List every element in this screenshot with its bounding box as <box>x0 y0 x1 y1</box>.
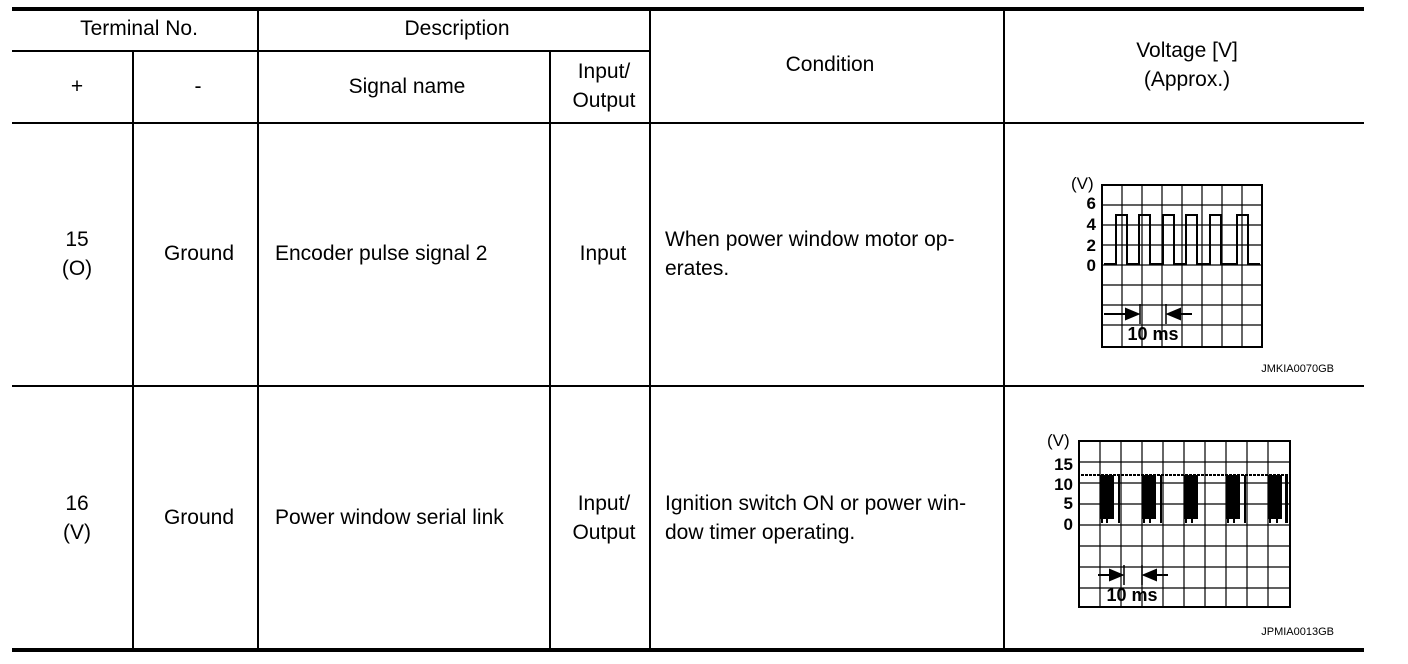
row2-signal-name: Power window serial link <box>275 506 504 529</box>
row1-io: Input <box>579 242 627 265</box>
header-io-line1: Input/ <box>577 60 631 83</box>
row1-tick-4: 4 <box>1086 215 1096 234</box>
row1-scope-unit: (V) <box>1071 174 1094 193</box>
header-minus: - <box>194 75 202 98</box>
row1-time-label: 10 ms <box>1127 324 1179 344</box>
row1-condition-line1: When power window motor op- <box>665 228 955 251</box>
row2-tick-10: 10 <box>1054 475 1073 494</box>
row2-image-code: JPMIA0013GB <box>1261 626 1334 638</box>
row2-time-label: 10 ms <box>1106 585 1158 605</box>
row1-tick-0: 0 <box>1086 256 1096 275</box>
row2-terminal-plus-line2: (V) <box>63 521 91 544</box>
header-signal-name: Signal name <box>348 75 466 98</box>
row1-terminal-plus-line1: 15 <box>65 228 89 251</box>
header-description: Description <box>404 17 510 40</box>
row2-condition-line1: Ignition switch ON or power win- <box>665 492 967 515</box>
row2-tick-5: 5 <box>1063 494 1073 513</box>
row2-condition-line2: dow timer operating. <box>665 521 856 544</box>
header-plus: + <box>70 75 84 98</box>
row2-scope-unit: (V) <box>1047 431 1070 450</box>
row2-tick-0: 0 <box>1063 515 1073 534</box>
row1-terminal-minus: Ground <box>163 242 235 265</box>
header-terminal-no: Terminal No. <box>80 17 198 40</box>
header-voltage-line1: Voltage [V] <box>1136 39 1238 62</box>
row2-terminal-minus: Ground <box>163 506 235 529</box>
header-voltage-line2: (Approx.) <box>1143 68 1231 91</box>
header-io-line2: Output <box>572 89 636 112</box>
row1-tick-2: 2 <box>1086 236 1096 255</box>
row2-terminal-plus-line1: 16 <box>65 492 89 515</box>
row1-condition-line2: erates. <box>665 257 730 280</box>
row2-tick-15: 15 <box>1054 455 1073 474</box>
row1-terminal-plus-line2: (O) <box>61 257 93 280</box>
row2-io-line2: Output <box>572 521 636 544</box>
row1-tick-6: 6 <box>1086 194 1096 213</box>
row1-signal-name: Encoder pulse signal 2 <box>275 242 488 265</box>
header-condition: Condition <box>785 53 875 76</box>
row1-image-code: JMKIA0070GB <box>1261 363 1334 375</box>
row2-io-line1: Input/ <box>577 492 631 515</box>
